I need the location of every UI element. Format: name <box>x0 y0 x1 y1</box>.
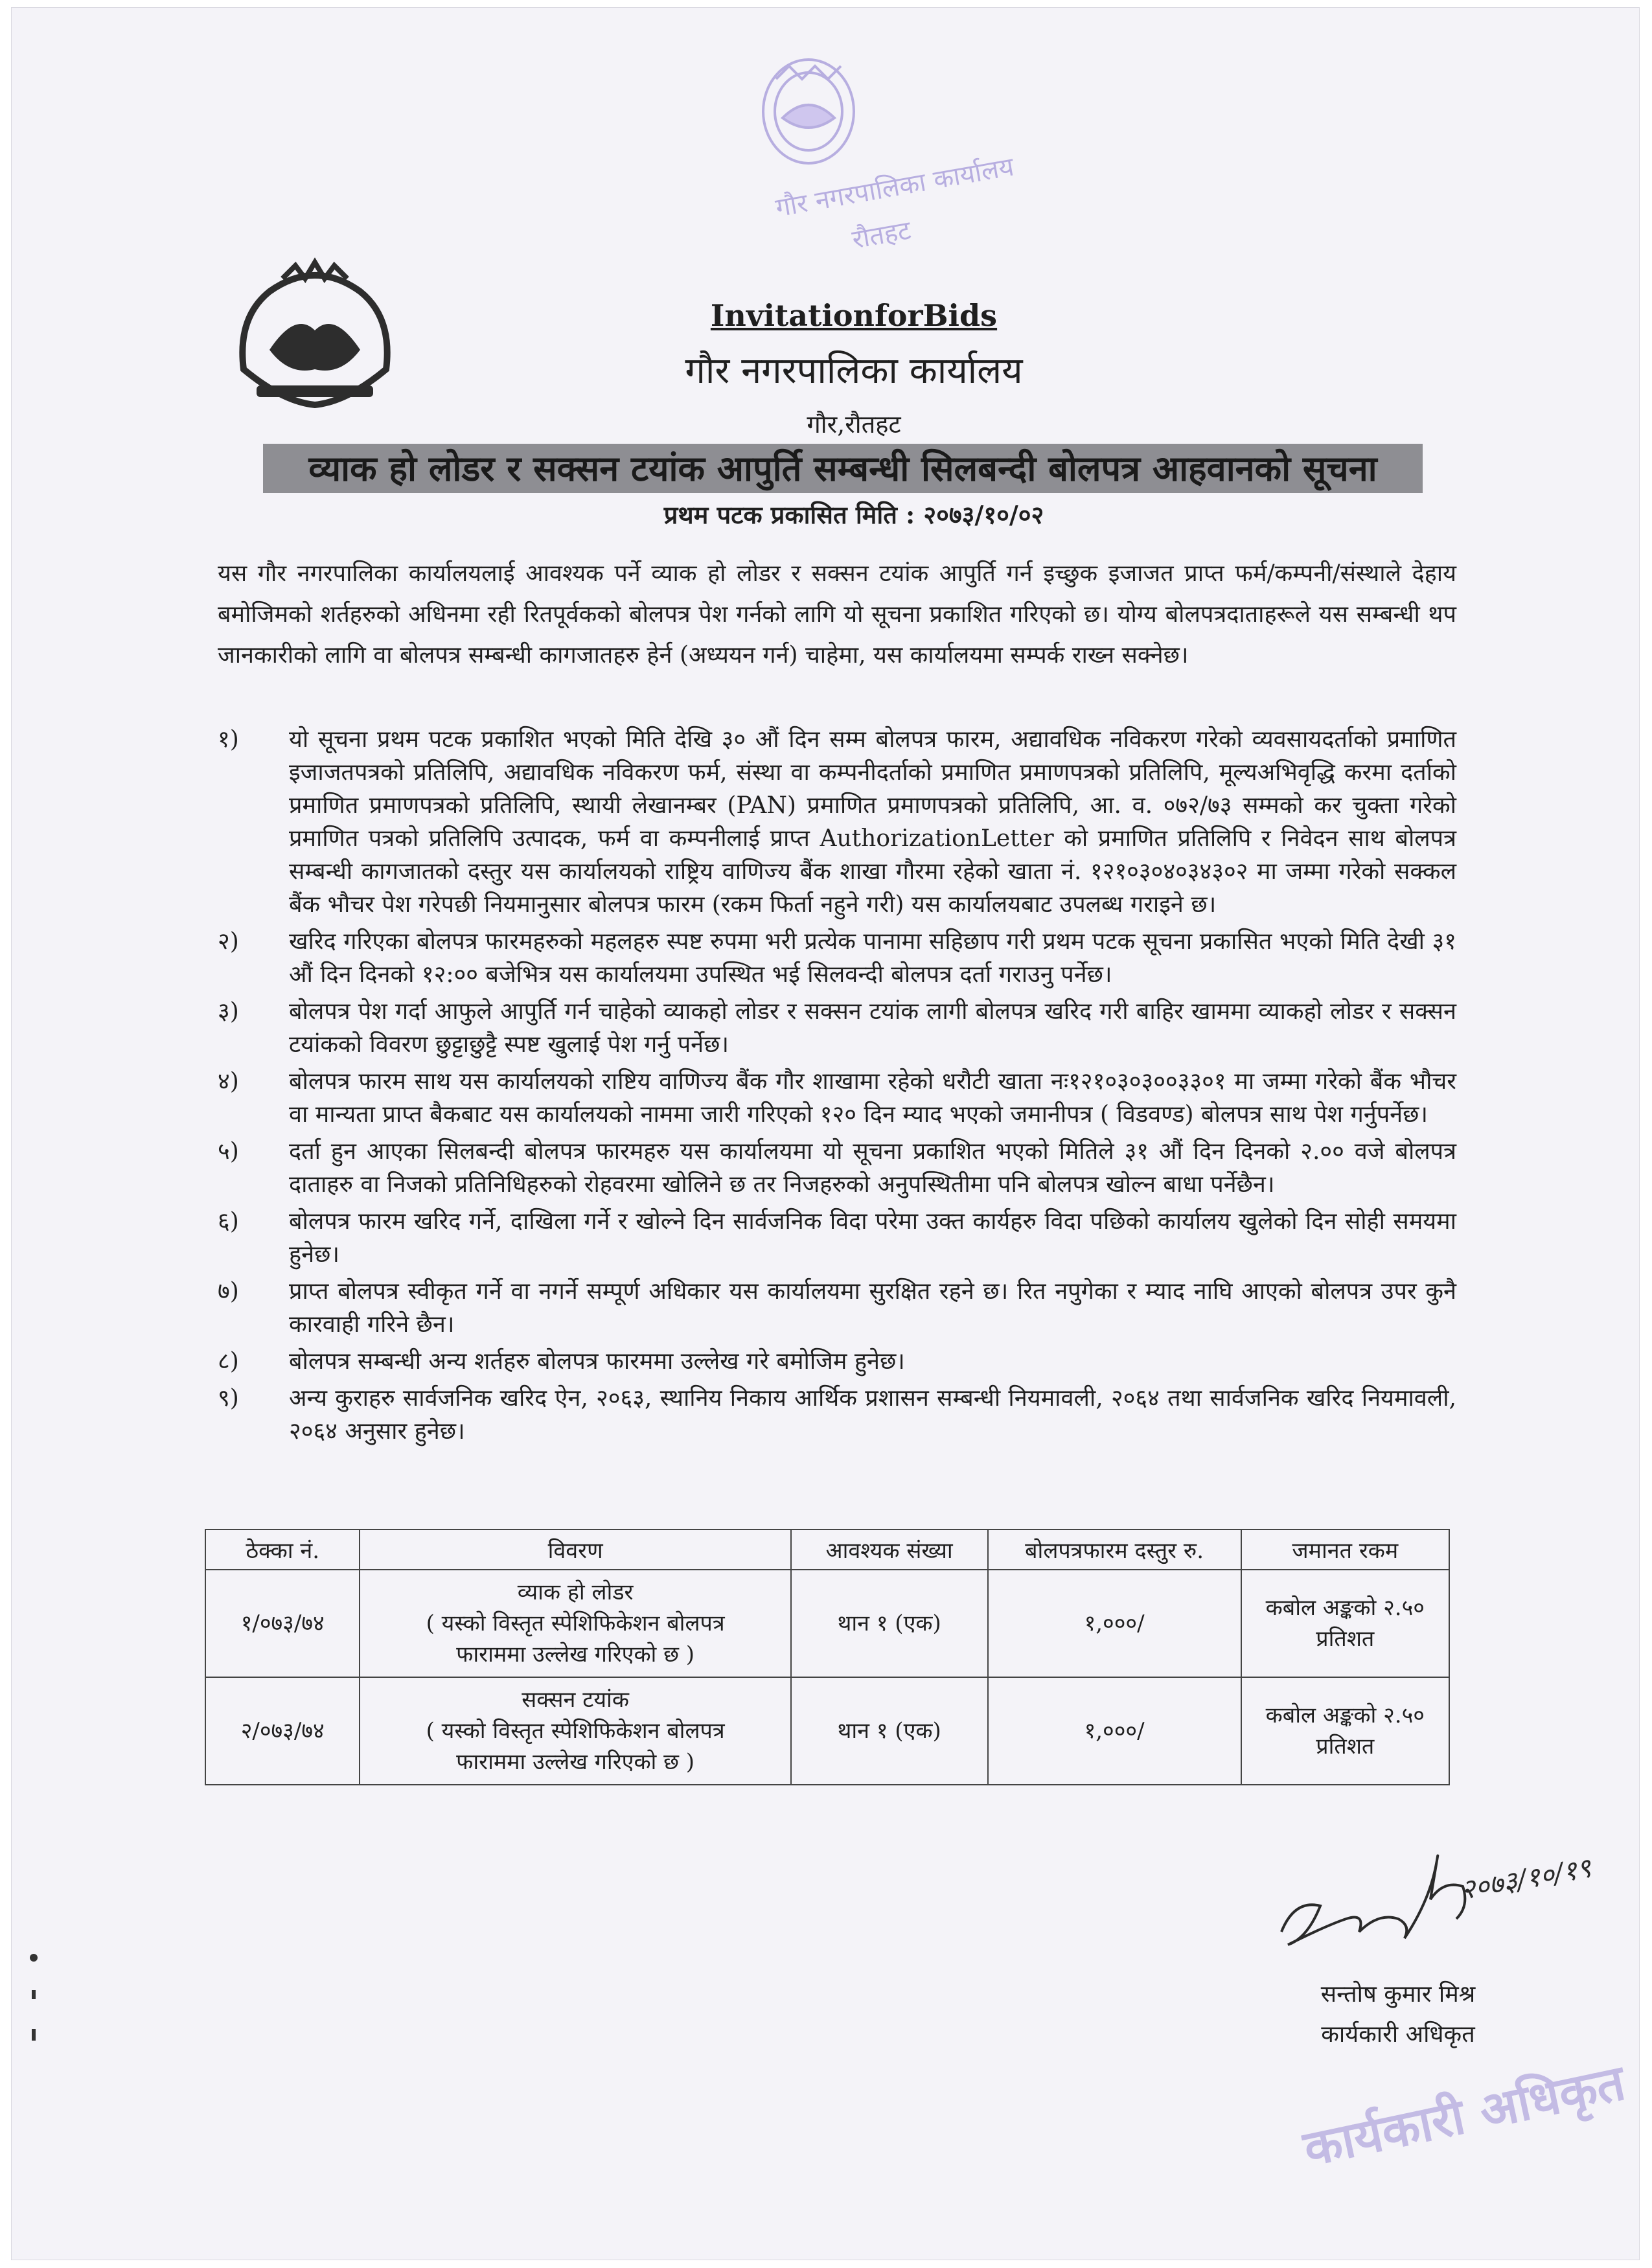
seal-text-office: गौर नगरपालिका कार्यालय <box>773 152 1016 223</box>
nepal-emblem-icon <box>231 253 399 415</box>
col-header-form-fee: बोलपत्रफारम दस्तुर रु. <box>988 1529 1241 1570</box>
cell-form-fee: १,०००/ <box>988 1570 1241 1677</box>
document-page <box>12 8 1639 2260</box>
office-address: गौर,रौतहट <box>807 410 901 439</box>
col-header-deposit: जमानत रकम <box>1241 1529 1449 1570</box>
cell-description: सक्सन टयांक ( यस्को विस्तृत स्पेशिफिकेशन बोलपत्र फाराममा उल्लेख गरिएको छ ) <box>360 1677 790 1785</box>
bid-table <box>205 1529 1450 1785</box>
cell-contract-no: २/०७३/७४ <box>205 1677 360 1785</box>
cell-contract-no: १/०७३/७४ <box>205 1570 360 1677</box>
cell-description: व्याक हो लोडर ( यस्को विस्तृत स्पेशिफिकेशन बोलपत्र फाराममा उल्लेख गरिएको छ ) <box>360 1570 790 1677</box>
list-item: ९) अन्य कुराहरु सार्वजनिक खरिद ऐन, २०६३, स्थानिय निकाय आर्थिक प्रशासन सम्बन्धी नियमावली, २०६४ तथा सार्वजनिक खरिद नियमावली, २०६४ अनुसार हुनेछ। <box>218 1385 1456 1445</box>
signature-date: २०७३/१०/१९ <box>1458 1851 1594 1906</box>
margin-marks <box>27 1951 40 2068</box>
table-row <box>205 1677 1449 1785</box>
list-item: ५) दर्ता हुन आएका सिलबन्दी बोलपत्र फारमहरु यस कार्यालयमा यो सूचना प्रकाशित भएको मितिले ३१ औं दिन दिनको २.०० वजे बोलपत्र दाताहरु वा निजको प्रतिनिधिहरुको रोहवरमा खोलिने छ तर निजहरुको अनुपस्थितीमा पनि बोलपत्र खोल्न बाधा पर्नेछैन। <box>218 1138 1456 1198</box>
intro-paragraph: यस गौर नगरपालिका कार्यालयलाई आवश्यक पर्ने व्याक हो लोडर र सक्सन टयांक आपुर्ति गर्न इच्छुक इजाजत प्राप्त फर्म/कम्पनी/संस्थाले देहाय बमोजिमको शर्तहरुको अधिनमा रही रितपूर्वकको बोलपत्र पेश गर्नको लागि यो सूचना प्रकाशित गरिएको छ। योग्य बोलपत्रदाताहरूले यस सम्बन्धी थप जानकारीको लागि वा बोलपत्र सम्बन्धी कागजातहरु हेर्न (अध्ययन गर्न) चाहेमा, यस कार्यालयमा सम्पर्क राख्न सक्नेछ। <box>218 560 1456 669</box>
cell-quantity: थान १ (एक) <box>791 1570 988 1677</box>
notice-subject: व्याक हो लोडर र सक्सन टयांक आपुर्ति सम्बन्धी सिलबन्दी बोलपत्र आहवानको सूचना <box>263 444 1423 493</box>
signatory-name: सन्तोष कुमार मिश्र <box>1320 1981 1476 2008</box>
list-item: ४) बोलपत्र फारम साथ यस कार्यालयको राष्टिय वाणिज्य बैंक गौर शाखामा रहेको धरौटी खाता नः१२१०३०३००३३०१ मा जम्मा गरेको बैंक भौचर वा मान्यता प्राप्त बैकबाट यस कार्यालयको नाममा जारी गरिएको १२० दिन म्याद भएको जमानीपत्र ( विडवण्ड) बोलपत्र साथ पेश गर्नुपर्नेछ। <box>218 1068 1456 1128</box>
col-header-quantity: आवश्यक संख्या <box>791 1529 988 1570</box>
office-seal-stamp <box>731 40 1016 273</box>
list-item: ७) प्राप्त बोलपत्र स्वीकृत गर्ने वा नगर्ने सम्पूर्ण अधिकार यस कार्यालयमा सुरक्षित रहने छ। रित नपुगेका र म्याद नाघि आएको बोलपत्र उपर कुनै कारवाही गरिने छैन। <box>218 1278 1456 1338</box>
list-item: ६) बोलपत्र फारम खरिद गर्ने, दाखिला गर्ने र खोल्ने दिन सार्वजनिक विदा परेमा उक्त कार्यहरु विदा पछिको कार्यालय खुलेको दिन सोही समयमा हुनेछ। <box>218 1208 1456 1268</box>
cell-deposit: कबोल अङ्कको २.५० प्रतिशत <box>1241 1570 1449 1677</box>
cell-deposit: कबोल अङ्कको २.५० प्रतिशत <box>1241 1677 1449 1785</box>
list-item: २) खरिद गरिएका बोलपत्र फारमहरुको महलहरु स्पष्ट रुपमा भरी प्रत्येक पानामा सहिछाप गरी प्रथम पटक सूचना प्रकासित भएको मिति देखी ३१ औं दिन दिनको १२:०० बजेभित्र यस कार्यालयमा उपस्थित भई सिलवन्दी बोलपत्र दर्ता गराउनु पर्नेछ। <box>218 928 1456 988</box>
designation-stamp: कार्यकारी अधिकृत <box>1298 2053 1630 2178</box>
list-item: ८) बोलपत्र सम्बन्धी अन्य शर्तहरु बोलपत्र फारममा उल्लेख गरे बमोजिम हुनेछ। <box>218 1348 905 1375</box>
office-name: गौर नगरपालिका कार्यालय <box>685 350 1023 392</box>
col-header-contract-no: ठेक्का नं. <box>205 1529 360 1570</box>
seal-text-place: रौतहट <box>849 215 913 255</box>
conditions-list <box>218 723 1456 1452</box>
signature-icon <box>1268 1822 1631 1971</box>
cell-quantity: थान १ (एक) <box>791 1677 988 1785</box>
table-header-row <box>205 1529 1449 1570</box>
list-item: ३) बोलपत्र पेश गर्दा आफुले आपुर्ति गर्न चाहेको व्याकहो लोडर र सक्सन टयांक लागी बोलपत्र खरिद गरी बाहिर खाममा व्याकहो लोडर र सक्सन टयांकको विवरण छुट्टाछुट्टै स्पष्ट खुलाई पेश गर्नु पर्नेछ। <box>218 998 1456 1058</box>
published-date: प्रथम पटक प्रकासित मिति : २०७३/१०/०२ <box>663 500 1044 529</box>
title-english: InvitationforBids <box>710 298 998 333</box>
list-item: १) यो सूचना प्रथम पटक प्रकाशित भएको मिति देखि ३० औं दिन सम्म बोलपत्र फारम, अद्यावधिक नविकरण गरेको व्यवसायदर्ताको प्रमाणित इजाजतपत्रको प्रतिलिपि, अद्यावधिक नविकरण फर्म, संस्था वा कम्पनीदर्ताको प्रमाणित प्रमाणपत्रको प्रतिलिपि, मूल्यअभिवृद्धि करमा दर्ताको प्रमाणित प्रमाणपत्रको प्रतिलिपि, स्थायी लेखानम्बर (PAN) प्रमाणित प्रमाणपत्रको प्रतिलिपि, आ. व. ०७२/७३ सम्मको कर चुक्ता गरेको प्रमाणित पत्रको प्रतिलिपि उत्पादक, फर्म वा कम्पनीलाई प्राप्त AuthorizationLetter को प्रमाणित प्रतिलिपि र निवेदन साथ बोलपत्र सम्बन्धी कागजातको दस्तुर यस कार्यालयको राष्ट्रिय वाणिज्य बैंक शाखा गौरमा रहेको खाता नं. १२१०३०४०३४३०२ मा जम्मा गरेको सक्कल बैंक भौचर पेश गरेपछी नियमानुसार बोलपत्र फारम (रकम फिर्ता नहुने गरी) यस कार्यालयबाट उपलब्ध गराइने छ। <box>218 726 1456 918</box>
col-header-description: विवरण <box>360 1529 790 1570</box>
cell-form-fee: १,०००/ <box>988 1677 1241 1785</box>
table-row <box>205 1570 1449 1677</box>
signatory-designation: कार्यकारी अधिकृत <box>1321 2021 1475 2048</box>
